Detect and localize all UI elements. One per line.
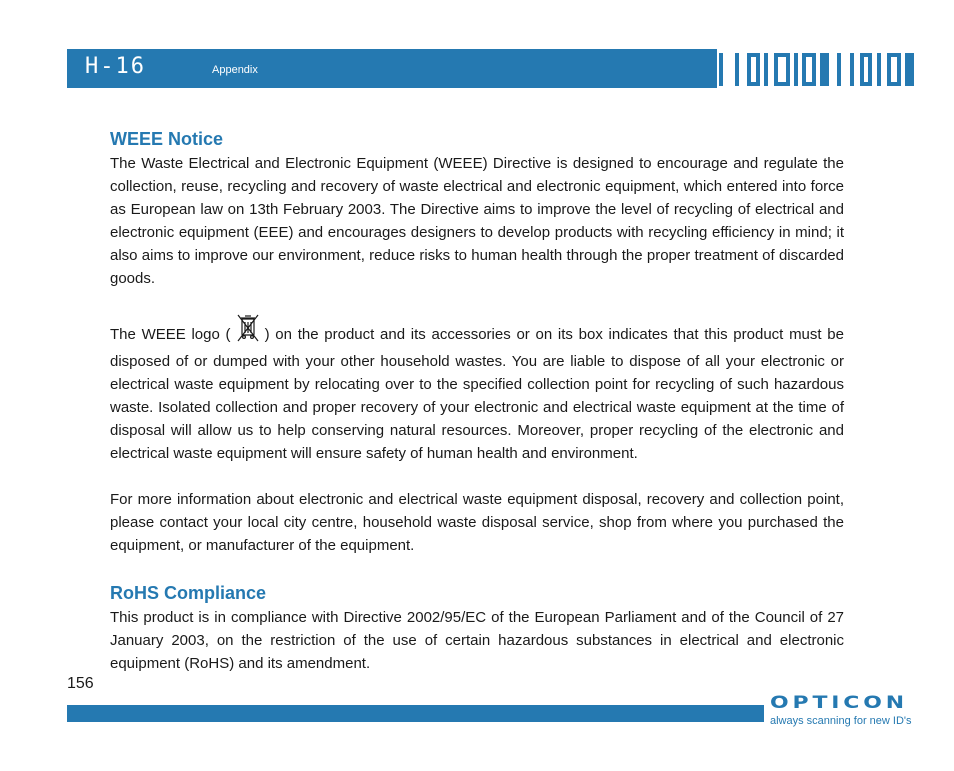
barcode-decoration bbox=[717, 49, 917, 88]
page-number: 156 bbox=[67, 675, 94, 692]
rohs-heading: RoHS Compliance bbox=[110, 583, 267, 603]
weee-paragraph-2 bbox=[110, 313, 844, 465]
page-content bbox=[110, 126, 844, 675]
weee-heading: WEEE Notice bbox=[110, 129, 224, 149]
weee-paragraph-1: The Waste Electrical and Electronic Equipment (WEEE) Directive is designed to encourage and regulate the collection, reuse, recycling and recovery of waste electrical and electronic equipment, which entered into force as European law on 13th February 2003. The Directive aims to improve the level of recycling of electrical and electronic equipment (EEE) and encourages designers to develop products with recycling efficiency in mind; it also aims to improve our environment, reduce risks to human health through the proper treatment of discarded goods. bbox=[110, 155, 844, 287]
rohs-paragraph: This product is in compliance with Directive 2002/95/EC of the European Parliament and of the Council of 27 January 2003, on the restriction of the use of certain hazardous substances in electrical and electronic equipment (RoHS) and its amendment. bbox=[110, 609, 844, 672]
header-bar bbox=[67, 49, 829, 88]
section-label: Appendix bbox=[212, 64, 258, 76]
weee-paragraph-3: For more information about electronic and electrical waste equipment disposal, recovery and collection point, please contact your local city centre, household waste disposal service, shop from where you purchased the equipment, or manufacturer of the equipment. bbox=[110, 491, 844, 554]
opticon-logo bbox=[770, 691, 910, 713]
weee-logo-explanation: ) on the product and its accessories or on its box indicates that this product must be disposed of or dumped with your other household wastes. You are liable to dispose of all your electronic or electrical waste equipment by relocating over to the specified collection point for recycling of such hazardous waste. Isolated collection and proper recovery of your electronic and electrical waste equipment at the time of disposal will allow us to help conserving natural resources. Moreover, proper recycling of the electronic and electrical waste equipment will ensure safety of human health and environment. bbox=[110, 326, 844, 462]
weee-bin-icon bbox=[235, 313, 261, 350]
brand-name: OPTICON bbox=[770, 693, 908, 713]
brand-tagline: always scanning for new ID's bbox=[770, 715, 912, 727]
footer-bar bbox=[67, 705, 764, 722]
chapter-label: H-16 bbox=[85, 54, 146, 79]
weee-logo-intro: The WEEE logo ( bbox=[110, 326, 231, 343]
